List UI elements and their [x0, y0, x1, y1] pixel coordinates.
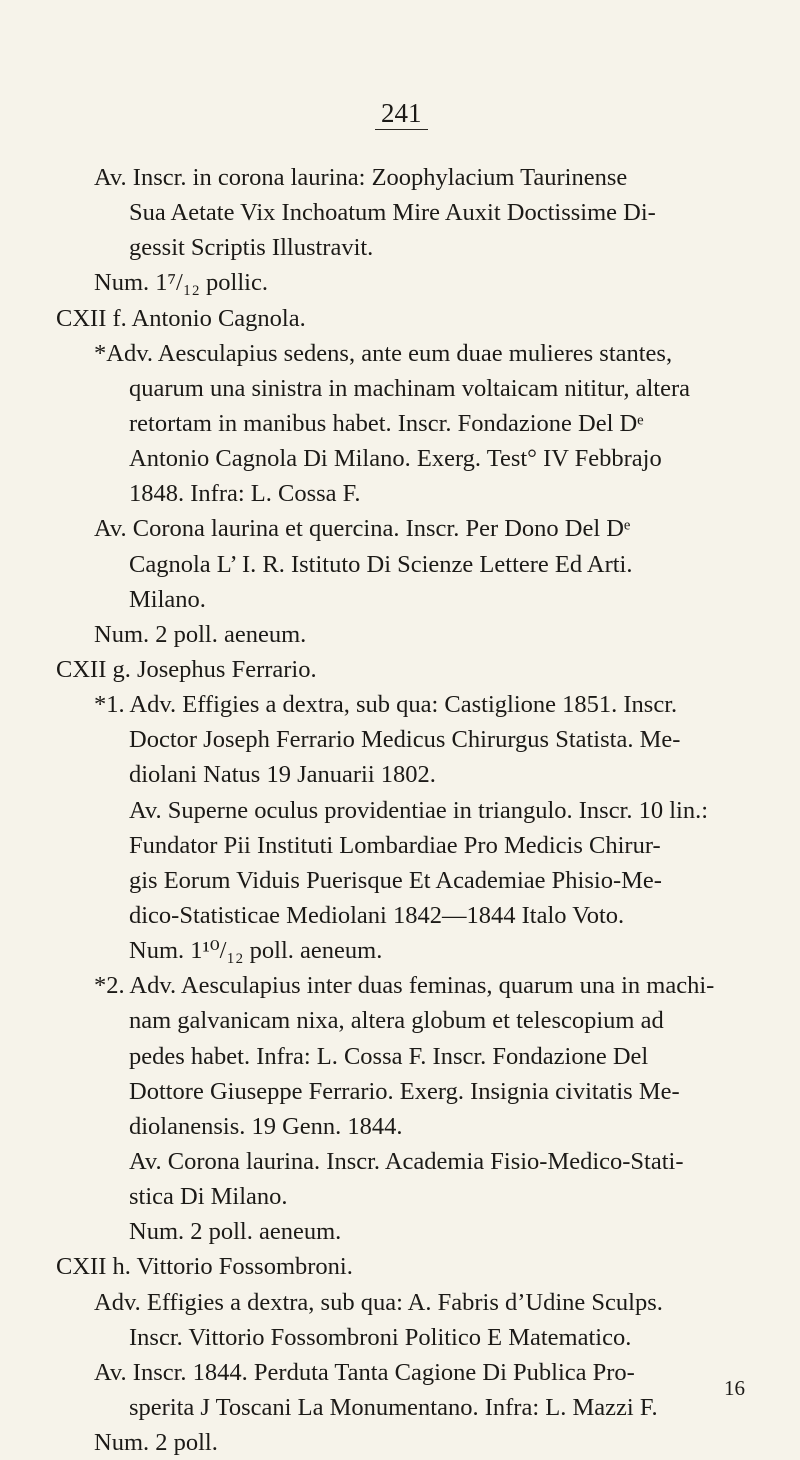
text-line: Num. 2 poll. aeneum.: [129, 1218, 342, 1246]
text-line: Fundator Pii Instituti Lombardiae Pro Medicis Chirur-: [129, 831, 661, 859]
text-line: Av. Corona laurina. Inscr. Academia Fisio-Medico-Stati-: [129, 1147, 684, 1175]
text-line: Num. 1⁷/₁₂ pollic.: [94, 269, 268, 297]
text-line: CXII f. Antonio Cagnola.: [56, 304, 306, 332]
text-line: Num. 1¹⁰/₁₂ poll. aeneum.: [129, 937, 383, 965]
text-line: diolanensis. 19 Genn. 1844.: [129, 1112, 403, 1140]
text-line: Num. 2 poll.: [94, 1429, 218, 1457]
text-line: Doctor Joseph Ferrario Medicus Chirurgus Statista. Me-: [129, 726, 681, 754]
text-line: Av. Inscr. in corona laurina: Zoophylacium Taurinense: [94, 164, 628, 191]
text-line: Num. 2 poll. aeneum.: [94, 620, 307, 648]
text-line: *2. Adv. Aesculapius inter duas feminas, quarum una in machi-: [94, 972, 715, 1000]
text-line: Sua Aetate Vix Inchoatum Mire Auxit Doctissime Di-: [129, 199, 656, 227]
text-line: quarum una sinistra in machinam voltaicam nititur, altera: [129, 374, 690, 402]
text-line: sperita J Toscani La Monumentano. Infra: L. Mazzi F.: [129, 1393, 658, 1421]
text-line: Av. Corona laurina et quercina. Inscr. Per Dono Del Dᵉ: [94, 515, 631, 543]
text-line: Milano.: [129, 585, 206, 613]
text-line: Inscr. Vittorio Fossombroni Politico E Matematico.: [129, 1323, 632, 1351]
text-line: Cagnola L’ I. R. Istituto Di Scienze Lettere Ed Arti.: [129, 550, 633, 578]
text-line: *Adv. Aesculapius sedens, ante eum duae mulieres stantes,: [94, 339, 673, 367]
text-line: diolani Natus 19 Januarii 1802.: [129, 761, 436, 789]
text-line: Av. Superne oculus providentiae in triangulo. Inscr. 10 lin.:: [129, 796, 709, 824]
text-line: *1. Adv. Effigies a dextra, sub qua: Castiglione 1851. Inscr.: [94, 691, 678, 719]
text-line: Av. Inscr. 1844. Perduta Tanta Cagione Di Publica Pro-: [94, 1358, 635, 1386]
text-line: dico-Statisticae Mediolani 1842—1844 Italo Voto.: [129, 901, 625, 929]
text-line: 1848. Infra: L. Cossa F.: [129, 480, 361, 508]
catalogue-text: [56, 160, 756, 1460]
text-line: Dottore Giuseppe Ferrario. Exerg. Insignia civitatis Me-: [129, 1077, 680, 1105]
text-line: Antonio Cagnola Di Milano. Exerg. Test° IV Febbrajo: [129, 445, 662, 473]
text-line: retortam in manibus habet. Inscr. Fondazione Del Dᵉ: [129, 409, 644, 437]
text-line: CXII g. Josephus Ferrario.: [56, 655, 317, 683]
text-line: pedes habet. Infra: L. Cossa F. Inscr. Fondazione Del: [129, 1042, 649, 1070]
text-line: stica Di Milano.: [129, 1183, 288, 1211]
text-line: gis Eorum Viduis Puerisque Et Academiae Phisio-Me-: [129, 866, 662, 894]
signature-mark: 16: [724, 1376, 745, 1400]
text-line: Adv. Effigies a dextra, sub qua: A. Fabris d’Udine Sculps.: [94, 1288, 663, 1316]
text-line: gessit Scriptis Illustravit.: [129, 234, 374, 262]
text-line: nam galvanicam nixa, altera globum et telescopium ad: [129, 1007, 664, 1035]
page-number: 241: [375, 98, 428, 130]
text-line: CXII h. Vittorio Fossombroni.: [56, 1253, 353, 1281]
